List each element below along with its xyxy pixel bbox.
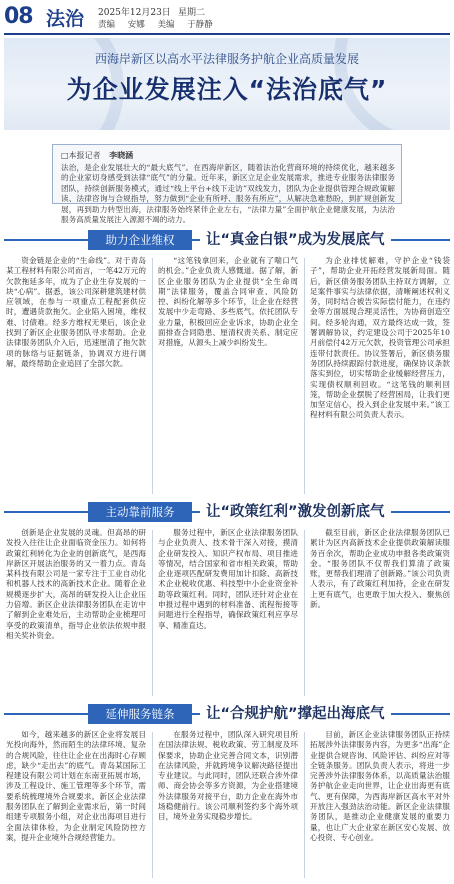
article-column [310, 528, 450, 698]
issue-date: 2025年12月23日 [98, 8, 171, 18]
page-number: 08 [4, 4, 33, 29]
intro-box [52, 144, 402, 225]
column-divider [152, 258, 153, 494]
byline-label: □本报记者 [61, 151, 101, 160]
section-name: 法治 [46, 8, 85, 30]
article-column [158, 528, 298, 698]
paragraph: 截至目前，新区企业法律服务团队已累计为区内高新技术企业提供政策解读服务百余次，帮助企业成功申报各类政策资金。“服务团队不仅帮我们算清了政策账，更帮我们理清了创新路。”该公司负责人表示，有了政策红利加持，企业在研发上更有底气，也更敢于加大投入、聚焦创新。 [310, 528, 450, 610]
paragraph: 创新是企业发展的灵魂。但高昂的研发投入往往让企业面临资金压力。如何将政策红利转化为企业的创新底气，是西海岸新区开展法治服务的又一着力点。青岛某科技有限公司是一家专注于工业自动化和机器人技术的高新技术企业。随着企业规模逐步扩大，高昂的研发投入让企业压力倍增。新区企业法律服务团队在走访中了解到企业难处后，主动帮助企业梳理可享受的政策清单，指导企业依法依规申报相关奖补资金。 [6, 528, 146, 640]
issue-weekday: 星期二 [178, 8, 206, 18]
article-column [6, 256, 146, 496]
main-headline: 为企业发展注入“法治底气” [66, 75, 388, 104]
masthead [0, 0, 454, 34]
section-tab: 延伸服务链条 [88, 704, 192, 724]
paragraph: 目前，新区企业法律服务团队正持续拓展涉外法律服务内容，为更多“出海”企业提供合规咨询、风险评估、纠纷应对等全链条服务。团队负责人表示，将进一步完善涉外法律服务体系，以高质量法治服务护航企业走向世界，让企业出海更有底气、更有保障，为西海岸新区高水平对外开放注入强劲法治动能。新区企业法律服务团队，是推动企业健康发展的重要力量，也让广大企业家在新区安心发展、放心投资、专心创业。 [310, 730, 450, 842]
paragraph: 服务过程中，新区企业法律服务团队与企业负责人、技术骨干深入对接，摸清企业研发投入、知识产权布局、项目推进等情况，结合国家和省市相关政策，帮助企业逐项匹配研发费用加计扣除、高新技术企业税收优惠、科技型中小企业资金补助等政策红利。同时，团队还针对企业在申报过程中遇到的材料准备、流程衔接等问题进行全程指导，确保政策红利应享尽享、精准直达。 [158, 528, 298, 630]
headline-banner [4, 38, 450, 130]
section-header-3 [4, 704, 450, 724]
column-divider [152, 530, 153, 696]
section-tab: 助力企业维权 [88, 230, 192, 250]
article-column [158, 730, 298, 880]
paragraph: 为企业排忧解难，守护企业“钱袋子”，帮助企业开拓经营发展新局面。随后，新区债务服务团队主持双方调解，立足案件事实与法律依据，清晰阐述权利义务，同时结合被告实际偿付能力，在违约金等方面展现合理灵活性，为协商创造空间。经多轮沟通，双方最终达成一致，签署调解协议，约定建设公司于2025年10月前偿付42万元欠款，投资管理公司承担连带付款责任。协议签署后，新区债务服务团队持续跟踪付款进度，确保协议条款落实到位，切实帮助企业缓解经营压力，实现债权顺利回收。“这笔钱的顺利回笼，帮助企业摆脱了经营困局，让我们更加坚定信心，投入到企业发展中来。”该工程材料有限公司负责人表示。 [310, 256, 450, 420]
masthead-rule [4, 33, 450, 35]
byline [61, 150, 133, 161]
section-header-1 [4, 230, 450, 250]
paragraph: 如今，越来越多的新区企业将发展目光投向海外，然而陌生的法律环境、复杂的合规风险，往往让企业在出海时心存顾虑，缺少“走出去”的底气。青岛某国际工程建设有限公司计划在东南亚拓展市场，涉及工程设计、施工管理等多个环节，需要系统梳理境外合规要求。新区企业法律服务团队在了解到企业需求后，第一时间组建专项服务小组，对企业出海项目进行全面法律体检，为企业制定风险防控方案，提升企业境外合规经营能力。 [6, 730, 146, 842]
editor-name: 安娜 [127, 20, 145, 30]
section-title: 让“政策红利”激发创新底气 [200, 502, 391, 522]
column-divider [304, 530, 305, 696]
column-divider [304, 258, 305, 494]
paragraph: 资金链是企业的“生命线”。对于青岛某工程材料有限公司而言，一笔42万元的欠款拖延多年，成为了企业生存发展的一块“心病”。据悉，该公司深耕建筑建材供应领域，在参与一项重点工程配套供应时，遭遇货款拖欠。企业陷入困境，维权难、讨债难。经多方维权无果后，该企业找到了新区企业服务团队寻求帮助。企业法律服务团队介入后，迅速厘清了拖欠款项的脉络与证据链条，协调双方进行调解，最终帮助企业追回了全部欠款。 [6, 256, 146, 368]
section-title: 让“真金白银”成为发展底气 [200, 230, 391, 250]
article-column [310, 730, 450, 880]
section-title: 让“合规护航”撑起出海底气 [200, 704, 391, 724]
column-divider [304, 732, 305, 878]
paragraph: 在服务过程中，团队深入研究项目所在国法律法规、税收政策、劳工制度及环保要求，协助企业完善合同文本，识别潜在法律风险，并就跨境争议解决路径提出专业建议。与此同时，团队还联合涉外律师、商会协会等多方资源，为企业搭建境外法律服务对接平台，助力企业在海外市场稳健前行。该公司顺利签约多个海外项目，境外业务实现稳步增长。 [158, 730, 298, 822]
kicker-headline: 西海岸新区以高水平法律服务护航企业高质量发展 [94, 52, 359, 66]
designer-name: 于静静 [187, 20, 213, 30]
designer-role: 美编 [157, 20, 175, 30]
article-column [310, 256, 450, 496]
article-column [6, 528, 146, 698]
editor-role: 责编 [98, 20, 116, 30]
editors-line [98, 18, 223, 30]
section-tab: 主动靠前服务 [88, 502, 192, 522]
column-divider [152, 732, 153, 878]
paragraph: “这笔钱拿回来，企业就有了喘口气的机会。”企业负责人感慨道。据了解，新区企业服务团队为企业提供“全生命周期”法律服务，覆盖合同审查、风险防控、纠纷化解等多个环节，让企业在经营发展中少走弯路、多些底气。依托团队专业力量，积极回应企业诉求，协助企业全面排查合同隐患、厘清权责关系、制定应对措施，从源头上减少纠纷发生。 [158, 256, 298, 348]
byline-name: 李晓涵 [109, 150, 134, 160]
article-column [6, 730, 146, 880]
intro-text: 法治，是企业发展壮大的“最大底气”。在西海岸新区，随着法治化营商环境的持续优化，越来越多的企业家切身感受到法律“底气”的分量。近年来，新区立足企业发展需求，推进专业服务法律服务团队，持续创新服务模式，通过“线上平台+线下走访”双线发力，团队为企业提供管理合规政策解读、法律咨询与合规指导，努力做到“企业有所呼、服务有所应”，从解决急难愁盼，到扩规创新发展，再到助力转型出海，法律服务始终紧伴企业左右，“法律力量”全面护航企业健康发展，为法治服务高质量发展注入源源不竭的动力。 [61, 163, 395, 225]
section-header-2 [4, 502, 450, 522]
article-column [158, 256, 298, 496]
